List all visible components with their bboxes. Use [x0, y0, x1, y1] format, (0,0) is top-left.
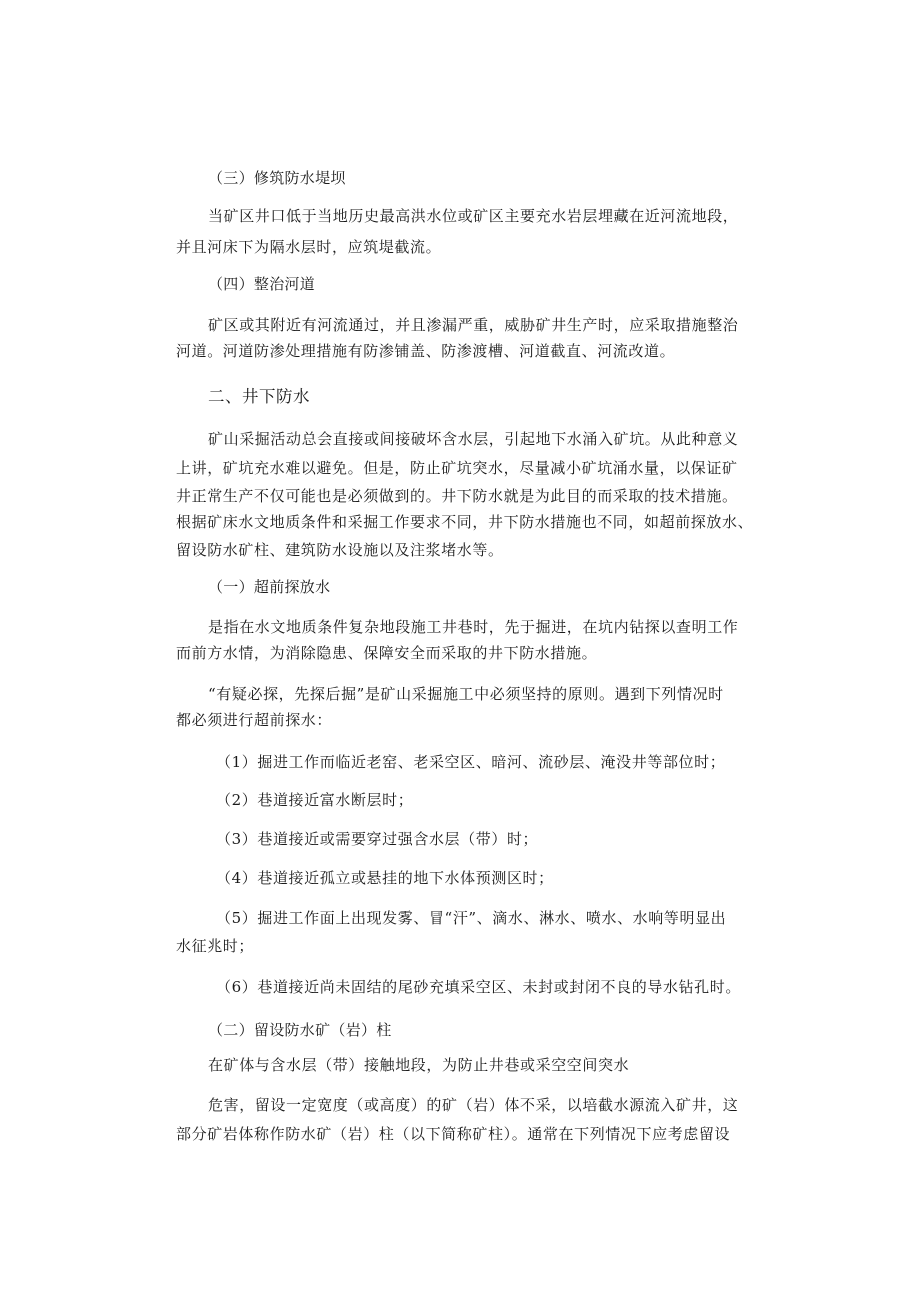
paragraph-line: 井正常生产不仅可能也是必须做到的。井下防水就是为此目的而采取的技术措施。	[176, 487, 738, 505]
paragraph-line: 部分矿岩体称作防水矿（岩）柱（以下简称矿柱）。通常在下列情况下应考虑留设	[176, 1125, 731, 1143]
heading-subsection-1: （一）超前探放水	[208, 578, 331, 596]
paragraph-line: 矿山采掘活动总会直接或间接破坏含水层，引起地下水涌入矿坑。从此种意义	[208, 430, 739, 448]
paragraph-line: 在矿体与含水层（带）接触地段，为防止井巷或采空空间突水	[208, 1056, 630, 1074]
paragraph-line: 留设防水矿柱、建筑防水设施以及注浆堵水等。	[176, 541, 504, 559]
list-item: （2）巷道接近富水断层时；	[216, 791, 414, 809]
heading-subsection-3: （三）修筑防水堤坝	[208, 169, 346, 187]
list-item: （1）掘进工作而临近老窑、老采空区、暗河、流砂层、淹没井等部位时；	[216, 753, 726, 771]
list-item: （4）巷道接近孤立或悬挂的地下水体预测区时；	[216, 869, 554, 887]
paragraph-line: 是指在水文地质条件复杂地段施工井巷时，先于掘进，在坑内钻探以查明工作	[208, 618, 739, 636]
heading-section-2: 二、井下防水	[208, 387, 310, 406]
paragraph-line: 上讲，矿坑充水难以避免。但是，防止矿坑突水，尽量减小矿坑涌水量，以保证矿	[176, 459, 738, 477]
heading-subsection-4: （四）整治河道	[208, 275, 316, 293]
list-item-continuation: 水征兆时；	[176, 937, 255, 955]
paragraph-line: 危害，留设一定宽度（或高度）的矿（岩）体不采，以培截水源流入矿井，这	[208, 1096, 739, 1114]
paragraph-line: 矿区或其附近有河流通过，并且渗漏严重，威胁矿井生产时，应采取措施整治	[208, 316, 739, 334]
paragraph-line: 河道。河道防渗处理措施有防渗铺盖、防渗渡槽、河道截直、河流改道。	[176, 342, 676, 360]
paragraph-line: “有疑必探，先探后掘”是矿山采掘施工中必须坚持的原则。遇到下列情况时	[208, 685, 724, 703]
paragraph-line: 都必须进行超前探水：	[176, 711, 333, 729]
paragraph-line: 当矿区井口低于当地历史最高洪水位或矿区主要充水岩层埋藏在近河流地段，	[208, 207, 739, 225]
list-item: （3）巷道接近或需要穿过强含水层（带）时；	[216, 830, 539, 848]
list-item: （6）巷道接近尚未固结的尾砂充填采空区、未封或封闭不良的导水钻孔时。	[216, 978, 741, 996]
heading-subsection-2: （二）留设防水矿（岩）柱	[208, 1021, 392, 1039]
paragraph-line: 根据矿床水文地质条件和采掘工作要求不同，井下防水措施也不同，如超前探放水、	[176, 513, 754, 531]
paragraph-line: 并且河床下为隔水层时，应筑堤截流。	[176, 238, 442, 256]
paragraph-line: 而前方水情，为消除隐患、保障安全而采取的井下防水措施。	[176, 644, 598, 662]
list-item: （5）掘进工作面上出现发雾、冒“汗”、滴水、淋水、喷水、水响等明显出	[216, 909, 727, 927]
